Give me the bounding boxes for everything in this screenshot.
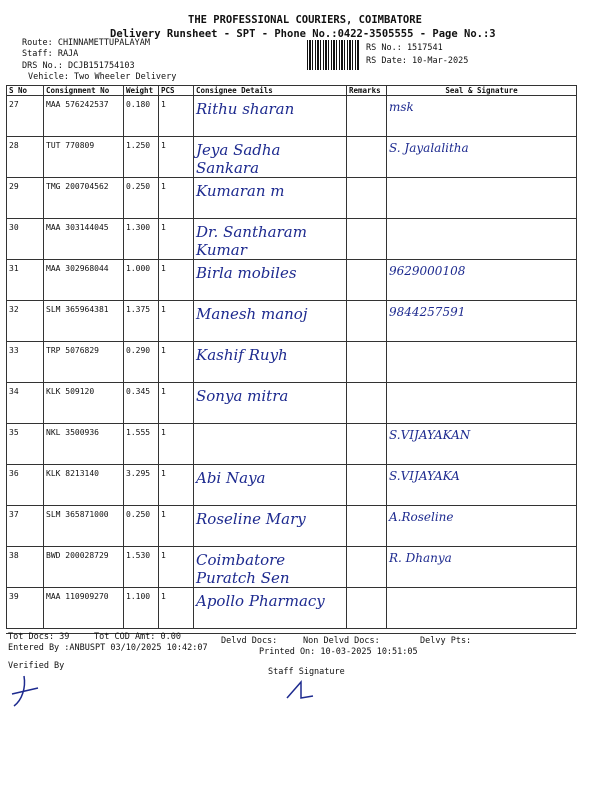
weight-cell	[124, 178, 159, 219]
pcs-cell	[159, 96, 194, 137]
weight-cell	[124, 137, 159, 178]
sno-cell	[7, 506, 44, 547]
consignment-cell-text: NKL 3500936	[46, 428, 99, 437]
consignment-cell-text: KLK 509120	[46, 387, 95, 396]
weight-cell-text: 1.100	[126, 592, 151, 601]
signature-cell	[387, 465, 577, 506]
verified-signature-mark	[8, 670, 58, 710]
consignment-cell-text: TMG 200704562	[46, 182, 109, 191]
pcs-cell	[159, 301, 194, 342]
consignee-cell-text: Apollo Pharmacy	[196, 592, 325, 610]
signature-cell-text: R. Dhanya	[389, 551, 452, 565]
remarks-cell	[347, 465, 387, 506]
signature-cell	[387, 260, 577, 301]
weight-cell-text: 1.300	[126, 223, 151, 232]
signature-cell	[387, 301, 577, 342]
consignee-cell-text: Dr. Santharam Kumar	[196, 223, 307, 259]
consignment-cell-text: MAA 110909270	[46, 592, 109, 601]
weight-cell-text: 0.290	[126, 346, 151, 355]
consignment-cell	[44, 424, 124, 465]
signature-cell-text: msk	[389, 100, 414, 114]
consignment-cell	[44, 219, 124, 260]
drs-number: DRS No.: DCJB151754103	[22, 61, 135, 71]
consignment-cell	[44, 137, 124, 178]
consignment-cell	[44, 588, 124, 629]
consignee-cell-text: Birla mobiles	[196, 264, 297, 282]
sno-cell-text: 30	[9, 223, 19, 232]
sno-cell-text: 28	[9, 141, 19, 150]
weight-cell-text: 0.250	[126, 510, 151, 519]
table-row	[7, 219, 577, 260]
weight-cell	[124, 301, 159, 342]
signature-cell	[387, 506, 577, 547]
pcs-cell-text: 1	[161, 469, 166, 478]
pcs-cell-text: 1	[161, 305, 166, 314]
pcs-cell	[159, 506, 194, 547]
sno-cell-text: 37	[9, 510, 19, 519]
remarks-cell	[347, 260, 387, 301]
remarks-cell	[347, 178, 387, 219]
consignee-cell-text: Sonya mitra	[196, 387, 289, 405]
consignment-cell	[44, 96, 124, 137]
sno-cell-text: 33	[9, 346, 19, 355]
sno-cell	[7, 424, 44, 465]
weight-cell	[124, 506, 159, 547]
pcs-cell	[159, 342, 194, 383]
pcs-cell	[159, 137, 194, 178]
pcs-cell-text: 1	[161, 592, 166, 601]
pcs-cell-text: 1	[161, 223, 166, 232]
consignment-cell-text: TUT 770809	[46, 141, 95, 150]
table-row	[7, 178, 577, 219]
table-row	[7, 137, 577, 178]
consignment-cell-text: MAA 576242537	[46, 100, 109, 109]
signature-cell-text: 9844257591	[389, 305, 466, 319]
pcs-cell	[159, 424, 194, 465]
staff-signature-mark	[283, 678, 323, 702]
consignee-cell-text: Manesh manoj	[196, 305, 308, 323]
consignment-cell-text: MAA 303144045	[46, 223, 109, 232]
remarks-cell	[347, 137, 387, 178]
pcs-cell	[159, 465, 194, 506]
pcs-cell-text: 1	[161, 510, 166, 519]
consignment-cell	[44, 260, 124, 301]
pcs-cell-text: 1	[161, 551, 166, 560]
pcs-cell-text: 1	[161, 182, 166, 191]
route: Route: CHINNAMETTUPALAYAM	[22, 38, 150, 48]
column-header: Weight	[124, 86, 159, 96]
consignee-cell	[194, 383, 347, 424]
pcs-cell-text: 1	[161, 264, 166, 273]
consignee-cell	[194, 588, 347, 629]
remarks-cell	[347, 506, 387, 547]
column-header: S No	[7, 86, 44, 96]
table-row	[7, 506, 577, 547]
consignee-cell	[194, 260, 347, 301]
sno-cell	[7, 547, 44, 588]
signature-cell	[387, 547, 577, 588]
signature-cell	[387, 342, 577, 383]
consignee-cell-text: Jeya Sadha Sankara	[196, 141, 281, 177]
weight-cell-text: 0.180	[126, 100, 151, 109]
staff: Staff: RAJA	[22, 49, 79, 59]
column-header: Consignee Details	[194, 86, 347, 96]
pcs-cell	[159, 260, 194, 301]
total-docs: Tot Docs: 39	[8, 632, 70, 642]
total-cod: Tot COD Amt: 0.00	[94, 632, 181, 642]
consignee-cell	[194, 465, 347, 506]
table-row	[7, 96, 577, 137]
sno-cell	[7, 342, 44, 383]
table-row	[7, 342, 577, 383]
consignment-cell	[44, 506, 124, 547]
weight-cell	[124, 96, 159, 137]
signature-cell	[387, 588, 577, 629]
sno-cell-text: 31	[9, 264, 19, 273]
consignee-cell-text: Roseline Mary	[196, 510, 306, 528]
weight-cell	[124, 465, 159, 506]
table-row	[7, 383, 577, 424]
pcs-cell-text: 1	[161, 100, 166, 109]
entered-by: Entered By :ANBUSPT 03/10/2025 10:42:07	[8, 643, 208, 653]
pcs-cell-text: 1	[161, 141, 166, 150]
remarks-cell	[347, 219, 387, 260]
column-header: Remarks	[347, 86, 387, 96]
table-row	[7, 588, 577, 629]
signature-cell-text: S. Jayalalitha	[389, 141, 469, 155]
weight-cell-text: 3.295	[126, 469, 151, 478]
signature-cell	[387, 137, 577, 178]
sno-cell-text: 35	[9, 428, 19, 437]
weight-cell	[124, 342, 159, 383]
consignee-cell	[194, 342, 347, 383]
signature-cell-text: S.VIJAYAKA	[389, 469, 460, 483]
weight-cell-text: 1.375	[126, 305, 151, 314]
consignment-cell	[44, 547, 124, 588]
consignee-cell	[194, 547, 347, 588]
sno-cell-text: 29	[9, 182, 19, 191]
weight-cell	[124, 219, 159, 260]
signature-cell	[387, 424, 577, 465]
remarks-cell	[347, 383, 387, 424]
column-header: PCS	[159, 86, 194, 96]
sno-cell	[7, 301, 44, 342]
pcs-cell	[159, 547, 194, 588]
pcs-cell	[159, 383, 194, 424]
delivered-docs: Delvd Docs:	[221, 636, 278, 646]
remarks-cell	[347, 547, 387, 588]
consignment-cell-text: KLK 8213140	[46, 469, 99, 478]
consignment-cell-text: SLM 365964381	[46, 305, 109, 314]
consignee-cell	[194, 219, 347, 260]
consignee-cell	[194, 301, 347, 342]
weight-cell	[124, 260, 159, 301]
column-header: Consignment No	[44, 86, 124, 96]
consignee-cell-text: Kumaran m	[196, 182, 285, 200]
consignee-cell-text: Abi Naya	[196, 469, 266, 487]
table-row	[7, 465, 577, 506]
consignee-cell-text: Rithu sharan	[196, 100, 295, 118]
runsheet-subtitle: Delivery Runsheet - SPT - Phone No.:0422-3505555 - Page No.:3	[110, 28, 496, 40]
remarks-cell	[347, 342, 387, 383]
consignment-cell-text: BWD 200028729	[46, 551, 109, 560]
weight-cell-text: 1.000	[126, 264, 151, 273]
consignee-cell	[194, 424, 347, 465]
pcs-cell	[159, 178, 194, 219]
table-row	[7, 547, 577, 588]
consignment-cell-text: SLM 365871000	[46, 510, 109, 519]
table-header-row	[7, 86, 577, 96]
verified-by-label: Verified By	[8, 661, 65, 671]
weight-cell	[124, 383, 159, 424]
sno-cell-text: 27	[9, 100, 19, 109]
sno-cell-text: 38	[9, 551, 19, 560]
consignment-cell-text: TRP 5076829	[46, 346, 99, 355]
weight-cell	[124, 588, 159, 629]
delivery-points: Delvy Pts:	[420, 636, 472, 646]
consignment-cell-text: MAA 302968044	[46, 264, 109, 273]
staff-signature-label: Staff Signature	[268, 667, 345, 677]
consignee-cell	[194, 137, 347, 178]
weight-cell-text: 0.250	[126, 182, 151, 191]
non-delivered-docs: Non Delvd Docs:	[303, 636, 380, 646]
signature-cell-text: S.VIJAYAKAN	[389, 428, 471, 442]
signature-cell	[387, 219, 577, 260]
signature-cell	[387, 178, 577, 219]
column-header: Seal & Signature	[387, 86, 577, 96]
sno-cell	[7, 219, 44, 260]
sno-cell-text: 34	[9, 387, 19, 396]
weight-cell-text: 0.345	[126, 387, 151, 396]
consignee-cell-text: Coimbatore Puratch Sen	[196, 551, 290, 587]
consignee-cell-text: Kashif Ruyh	[196, 346, 288, 364]
pcs-cell-text: 1	[161, 387, 166, 396]
remarks-cell	[347, 96, 387, 137]
pcs-cell-text: 1	[161, 428, 166, 437]
remarks-cell	[347, 301, 387, 342]
consignee-cell	[194, 96, 347, 137]
pcs-cell	[159, 588, 194, 629]
sno-cell-text: 32	[9, 305, 19, 314]
barcode-image	[307, 40, 359, 70]
sno-cell	[7, 260, 44, 301]
table-row	[7, 424, 577, 465]
weight-cell	[124, 547, 159, 588]
signature-cell	[387, 383, 577, 424]
weight-cell	[124, 424, 159, 465]
vehicle: Vehicle: Two Wheeler Delivery	[28, 72, 177, 82]
weight-cell-text: 1.250	[126, 141, 151, 150]
consignment-cell	[44, 465, 124, 506]
sno-cell	[7, 588, 44, 629]
runsheet-table	[6, 85, 577, 629]
signature-cell-text: A.Roseline	[389, 510, 454, 524]
consignee-cell	[194, 506, 347, 547]
pcs-cell	[159, 219, 194, 260]
company-title: THE PROFESSIONAL COURIERS, COIMBATORE	[188, 14, 422, 26]
sno-cell	[7, 383, 44, 424]
sno-cell-text: 36	[9, 469, 19, 478]
sno-cell	[7, 465, 44, 506]
consignment-cell	[44, 301, 124, 342]
remarks-cell	[347, 424, 387, 465]
consignment-cell	[44, 178, 124, 219]
sno-cell	[7, 137, 44, 178]
printed-on: Printed On: 10-03-2025 10:51:05	[259, 647, 418, 657]
sno-cell	[7, 178, 44, 219]
footer-divider	[6, 633, 576, 634]
signature-cell-text: 9629000108	[389, 264, 466, 278]
sno-cell-text: 39	[9, 592, 19, 601]
consignee-cell	[194, 178, 347, 219]
rs-date: RS Date: 10-Mar-2025	[366, 56, 469, 66]
consignment-cell	[44, 342, 124, 383]
weight-cell-text: 1.530	[126, 551, 151, 560]
rs-number: RS No.: 1517541	[366, 43, 443, 53]
table-row	[7, 301, 577, 342]
signature-cell	[387, 96, 577, 137]
weight-cell-text: 1.555	[126, 428, 151, 437]
pcs-cell-text: 1	[161, 346, 166, 355]
remarks-cell	[347, 588, 387, 629]
sno-cell	[7, 96, 44, 137]
table-row	[7, 260, 577, 301]
consignment-cell	[44, 383, 124, 424]
